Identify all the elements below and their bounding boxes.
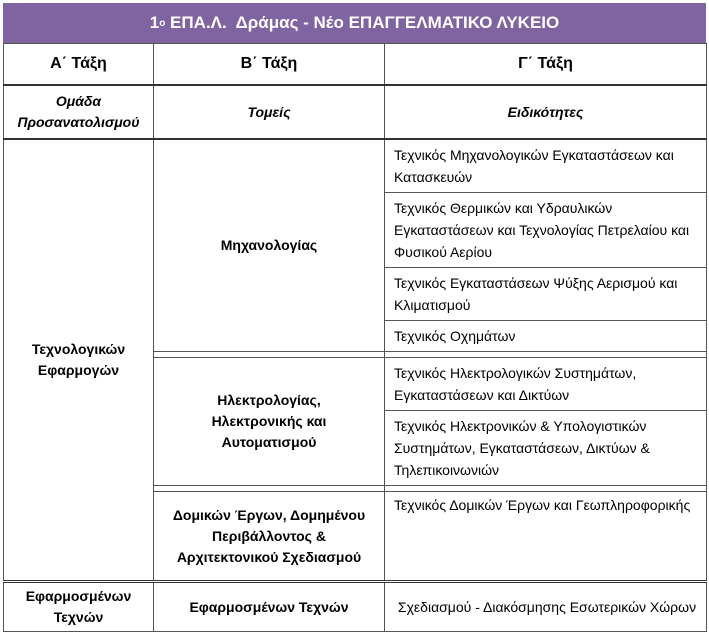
title-ordinal: ο [159,17,166,29]
table-row [4,582,707,632]
header-grade-a: Α΄ Τάξη [4,44,154,86]
table-row [4,139,707,193]
curriculum-table [3,43,707,632]
sector-mechanical: Μηχανολογίας [154,139,385,352]
specialty-mechanical-installations: Τεχνικός Μηχανολογικών Εγκαταστάσεων και Κατασκευών [385,139,707,193]
subheader-specialties: Ειδικότητες [385,85,707,139]
specialty-thermal-hydraulic: Τεχνικός Θερμικών και Υδραυλικών Εγκαταστάσεων και Τεχνολογίας Πετρελαίου και Φυσικού Αερίου [385,193,707,268]
specialty-vehicles: Τεχνικός Οχημάτων [385,321,707,352]
title-number: 1 [149,13,160,32]
header-grade-c: Γ΄ Τάξη [385,44,707,86]
subheader-orientation-group: Ομάδα Προσανατολισμού [4,85,154,139]
page-title [3,3,706,43]
title-text: ΕΠΑ.Λ. Δράμας - Νέο ΕΠΑΓΓΕΛΜΑΤΙΚΟ ΛΥΚΕΙΟ [165,13,560,32]
specialty-cooling-ventilation: Τεχνικός Εγκαταστάσεων Ψύξης Αερισμού και Κλιματισμού [385,268,707,321]
subheader-row [4,85,707,139]
sector-applied-arts: Εφαρμοσμένων Τεχνών [154,582,385,632]
specialty-electrical-systems: Τεχνικός Ηλεκτρολογικών Συστημάτων, Εγκαταστάσεων και Δικτύων [385,358,707,411]
subheader-sectors: Τομείς [154,85,385,139]
group-applied-arts: Εφαρμοσμένων Τεχνών [4,582,154,632]
specialty-electronic-computer-systems: Τεχνικός Ηλεκτρονικών & Υπολογιστικών Συστημάτων, Εγκαταστάσεων, Δικτύων & Τηλεπικοινωνιών [385,411,707,486]
header-grade-b: Β΄ Τάξη [154,44,385,86]
sector-electrical-electronics: Ηλεκτρολογίας, Ηλεκτρονικής και Αυτοματισμού [154,358,385,486]
header-row [4,44,707,86]
group-technological-applications: Τεχνολογικών Εφαρμογών [4,139,154,582]
specialty-construction-geoinformatics: Τεχνικός Δομικών Έργων και Γεωπληροφορικής [385,492,707,582]
specialty-interior-design: Σχεδιασμού - Διακόσμησης Εσωτερικών Χώρων [385,582,707,632]
sector-construction: Δομικών Έργων, Δομημένου Περιβάλλοντος & Αρχιτεκτονικού Σχεδιασμού [154,492,385,582]
